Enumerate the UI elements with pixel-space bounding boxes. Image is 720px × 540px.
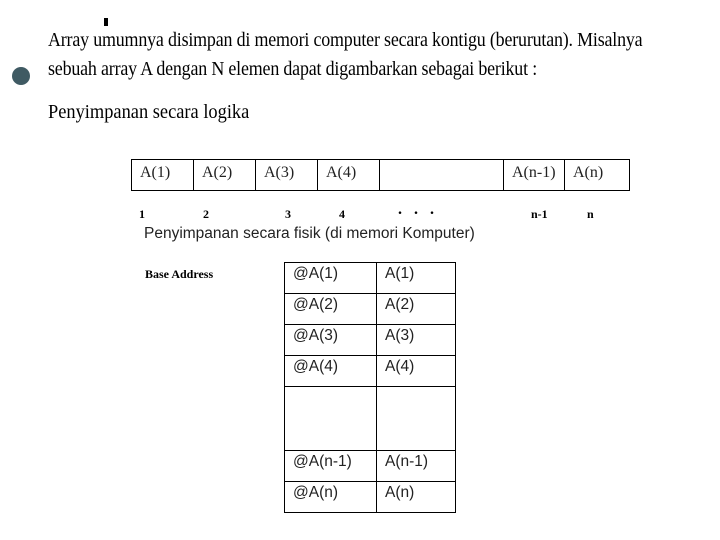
value-cell: A(n-1)	[377, 451, 456, 482]
index-label: 2	[203, 207, 209, 221]
table-row	[285, 263, 456, 294]
intro-line-1: Array umumnya disimpan di memori computer secara kontigu (berurutan). Misalnya	[48, 30, 643, 51]
value-cell	[377, 387, 456, 451]
address-cell: @A(2)	[285, 294, 377, 325]
logical-cell: A(3)	[256, 160, 318, 190]
logical-storage-heading: Penyimpanan secara logika	[48, 101, 250, 123]
memory-table	[284, 262, 456, 513]
value-cell: A(1)	[377, 263, 456, 294]
stray-mark	[104, 18, 108, 26]
index-label: 4	[339, 207, 345, 221]
base-address-label: Base Address	[145, 267, 214, 281]
index-label: 1	[139, 207, 145, 221]
address-cell: @A(4)	[285, 356, 377, 387]
logical-cell: A(n)	[573, 164, 604, 181]
address-cell: @A(1)	[285, 263, 377, 294]
address-cell	[285, 387, 377, 451]
index-label: n	[587, 207, 594, 221]
index-label: n-1	[531, 207, 548, 221]
intro-paragraph	[48, 26, 646, 84]
logical-cell: A(n-1)	[504, 160, 565, 190]
table-row	[285, 482, 456, 513]
table-row	[285, 356, 456, 387]
value-cell: A(3)	[377, 325, 456, 356]
table-row-gap	[285, 387, 456, 451]
logical-cell: A(2)	[194, 160, 256, 190]
value-cell: A(2)	[377, 294, 456, 325]
table-row	[285, 325, 456, 356]
address-cell: @A(n)	[285, 482, 377, 513]
intro-line-2: sebuah array A dengan N elemen dapat digambarkan sebagai berikut :	[48, 59, 537, 80]
address-cell: @A(n-1)	[285, 451, 377, 482]
physical-storage-heading: Penyimpanan secara fisik (di memori Komputer)	[144, 225, 475, 242]
value-cell: A(4)	[377, 356, 456, 387]
bullet-icon	[12, 67, 30, 85]
address-cell: @A(3)	[285, 325, 377, 356]
index-label: 3	[285, 207, 291, 221]
value-cell: A(n)	[377, 482, 456, 513]
logical-cell: A(4)	[318, 160, 380, 190]
table-row	[285, 451, 456, 482]
logical-array-row	[131, 159, 630, 191]
logical-cell: A(1)	[132, 160, 194, 190]
table-row	[285, 294, 456, 325]
logical-cell-gap	[380, 160, 504, 190]
index-ellipsis: . . .	[398, 201, 438, 218]
